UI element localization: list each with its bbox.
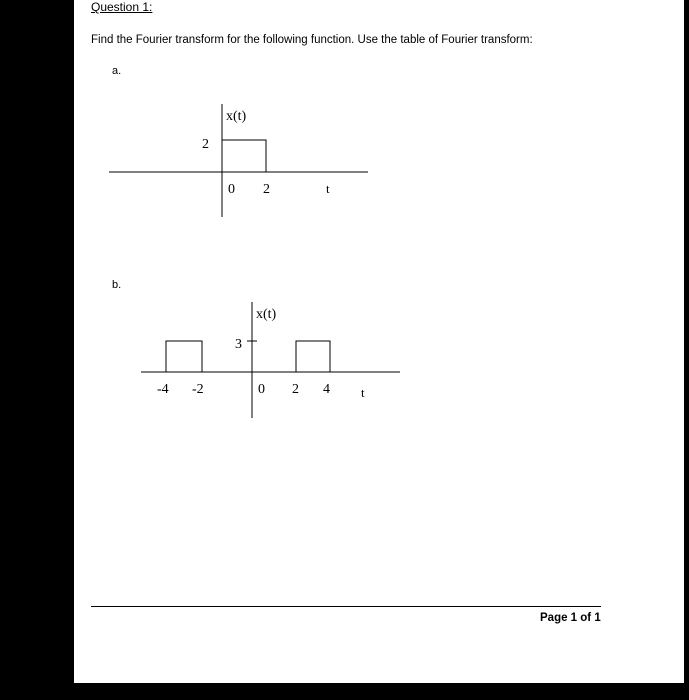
question-instruction: Find the Fourier transform for the following function. Use the table of Fourier transform: — [91, 34, 533, 46]
part-b-y-label: x(t) — [256, 307, 277, 322]
part-a-tick-0: 0 — [228, 182, 235, 197]
part-a-y-label: x(t) — [226, 109, 247, 124]
footer-divider — [91, 606, 601, 607]
part-b-x-label: t — [361, 385, 365, 400]
part-b-graph — [74, 0, 684, 683]
part-a-amplitude-label: 2 — [202, 137, 209, 152]
part-b-tick-neg2: -2 — [192, 382, 204, 397]
part-b-pulse-right — [296, 341, 330, 372]
document-page — [74, 0, 684, 683]
part-b-tick-2: 2 — [292, 382, 299, 397]
part-a-x-label: t — [326, 181, 330, 196]
part-b-label: b. — [112, 279, 122, 291]
part-b-amplitude-label: 3 — [235, 337, 242, 352]
part-b-tick-4: 4 — [323, 382, 330, 397]
part-a-label: a. — [112, 65, 122, 77]
part-b-tick-0: 0 — [258, 382, 265, 397]
part-a-tick-2: 2 — [263, 182, 270, 197]
part-b-tick-neg4: -4 — [157, 382, 169, 397]
part-b-pulse-left — [166, 341, 202, 372]
question-heading: Question 1: — [91, 0, 153, 14]
page-number: Page 1 of 1 — [540, 612, 601, 624]
